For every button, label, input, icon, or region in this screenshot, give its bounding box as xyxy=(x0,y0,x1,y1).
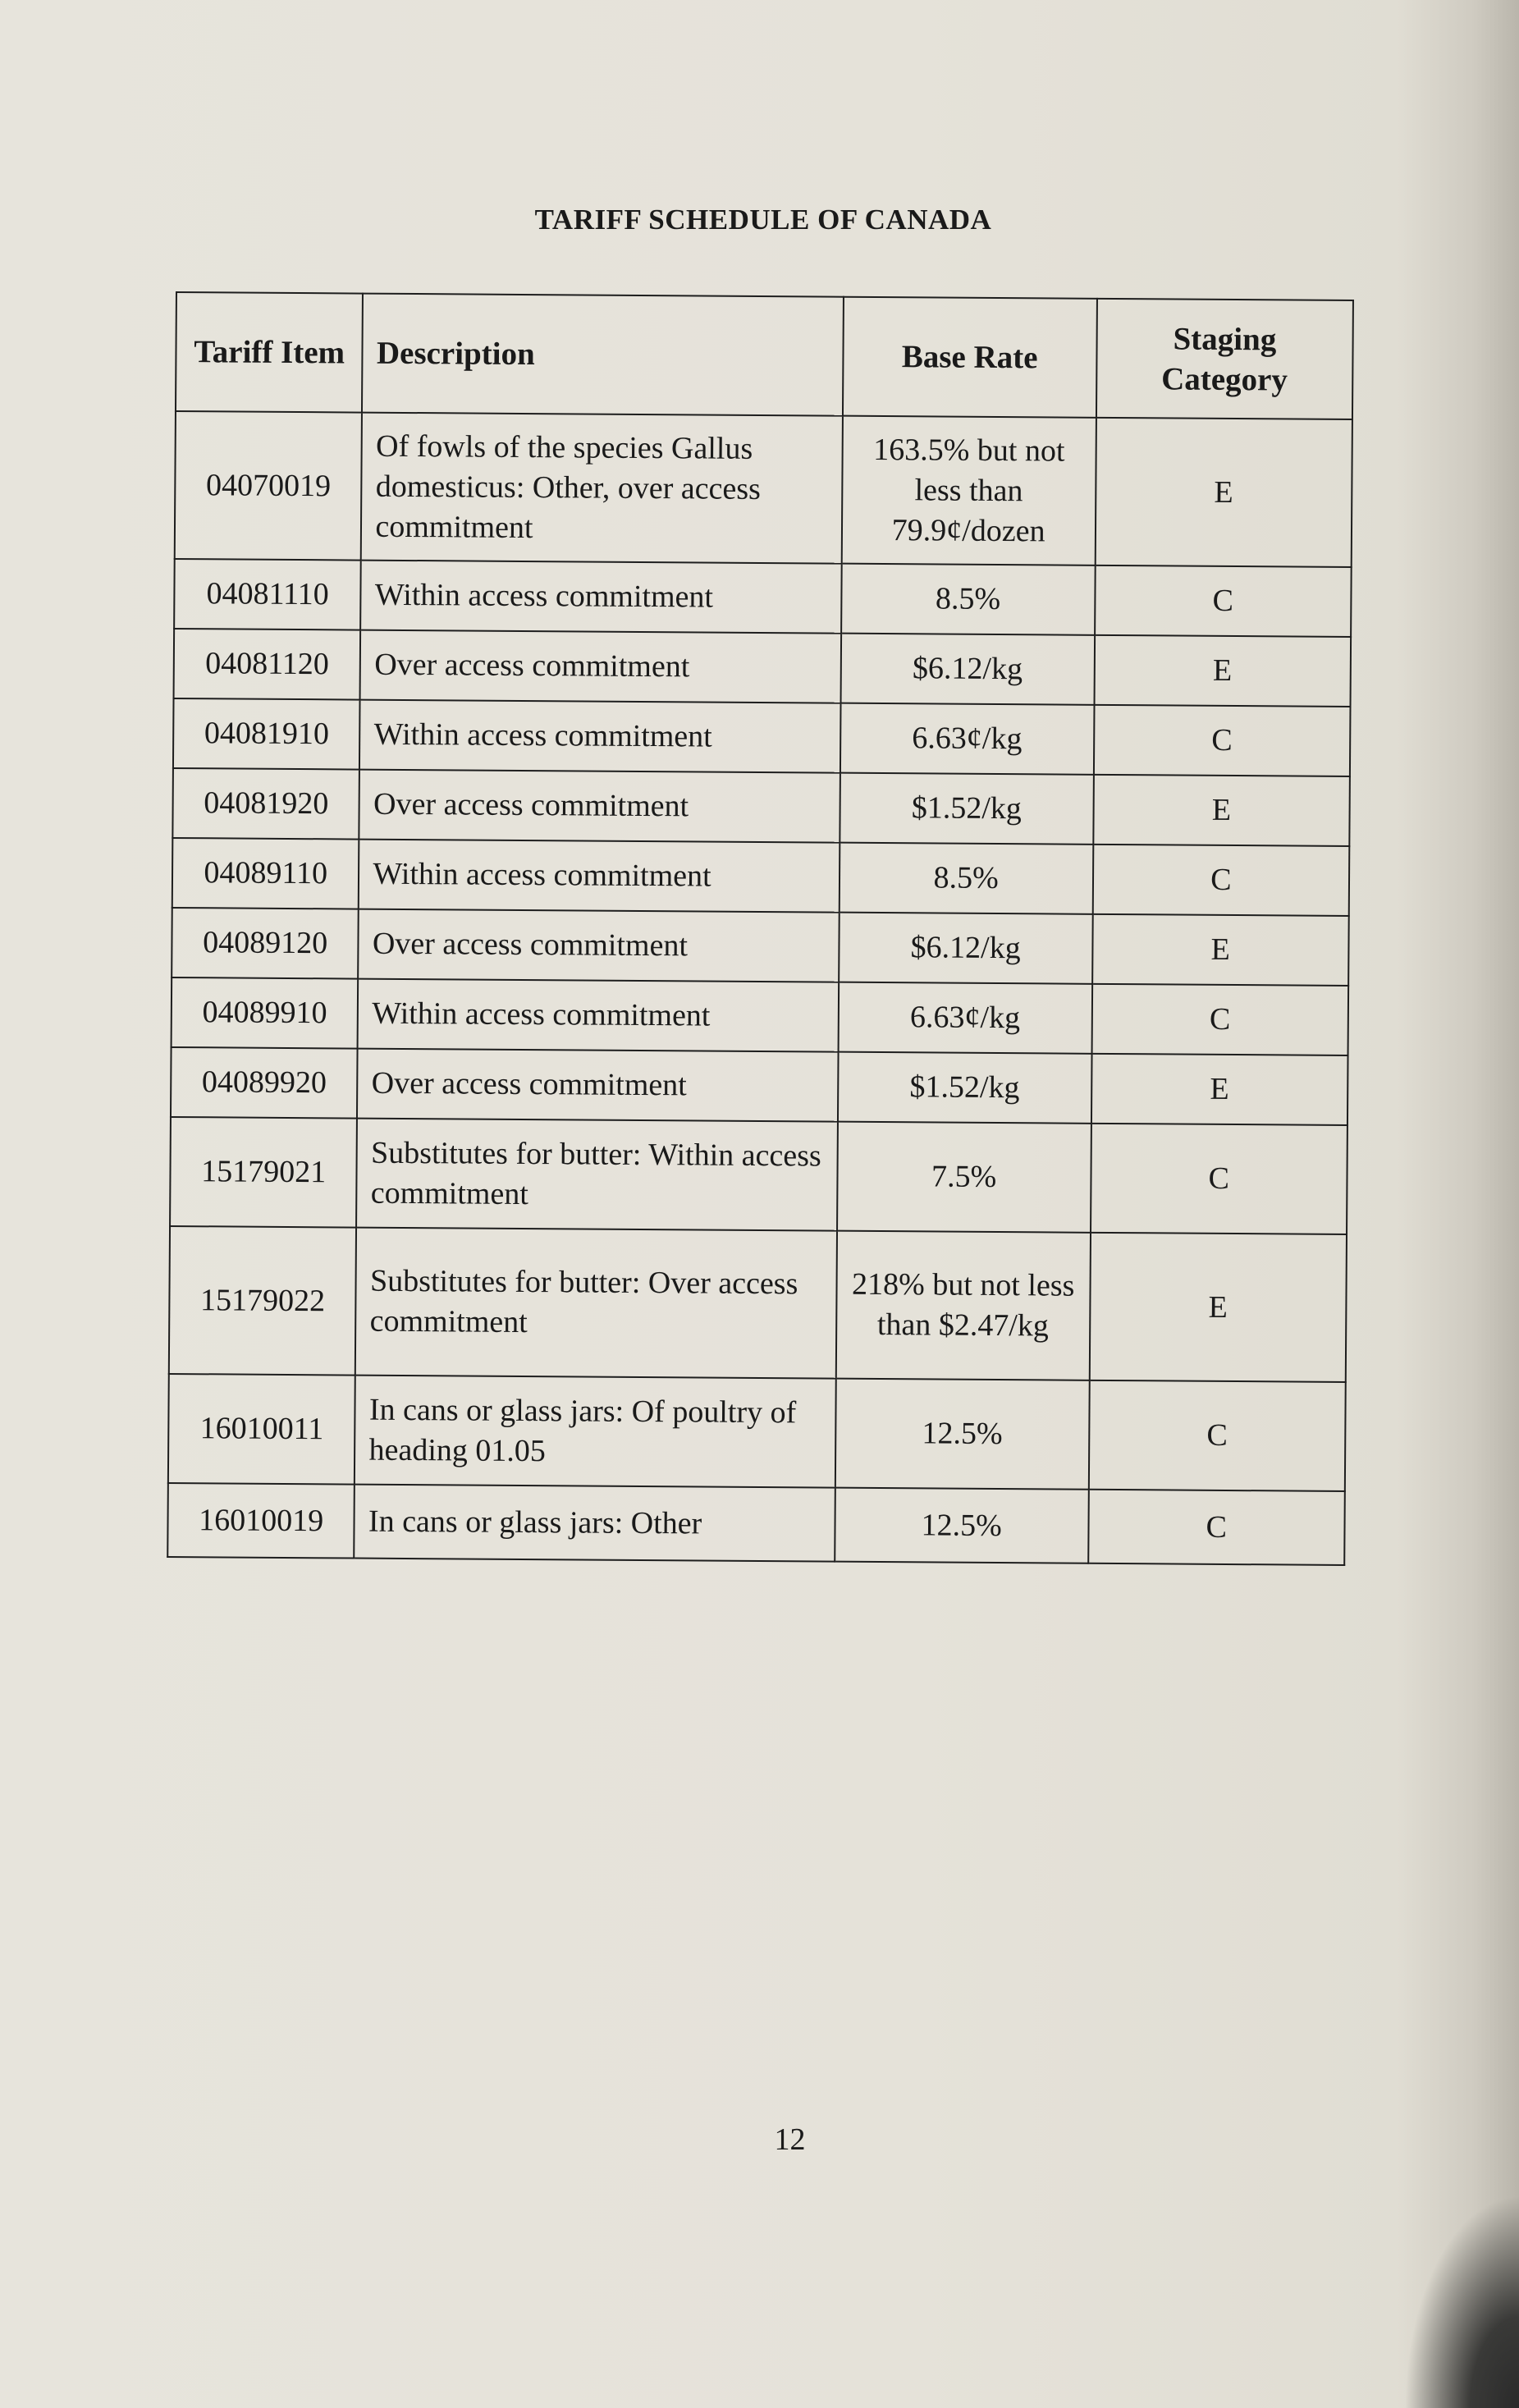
base-rate-cell: 6.63¢/kg xyxy=(840,703,1094,775)
staging-category-cell: C xyxy=(1092,845,1349,916)
header-tariff-item: Tariff Item xyxy=(176,292,363,413)
tariff-table xyxy=(167,291,1354,1566)
staging-category-cell: E xyxy=(1092,914,1349,986)
table-row xyxy=(172,768,1350,846)
table-row xyxy=(167,1483,1345,1565)
description-cell: Of fowls of the species Gallus domesticus: Other, over access commitment xyxy=(361,413,843,564)
page-title: TARIFF SCHEDULE OF CANADA xyxy=(534,204,992,236)
base-rate-cell: 218% but not less than $2.47/kg xyxy=(836,1231,1091,1380)
table-row xyxy=(172,908,1349,986)
table-row xyxy=(173,698,1351,776)
header-staging-category: Staging Category xyxy=(1096,299,1353,419)
staging-category-cell: E xyxy=(1089,1233,1347,1382)
tariff-item-cell: 04081120 xyxy=(174,629,361,700)
base-rate-cell: $6.12/kg xyxy=(839,913,1092,984)
base-rate-cell: $1.52/kg xyxy=(838,1052,1091,1124)
table-row xyxy=(174,629,1352,707)
page-number: 12 xyxy=(774,2122,806,2157)
tariff-item-cell: 04089110 xyxy=(172,838,359,909)
table-row xyxy=(168,1374,1346,1491)
table-row xyxy=(171,1047,1348,1125)
description-cell: Substitutes for butter: Within access commitment xyxy=(356,1119,837,1231)
table-row xyxy=(172,838,1350,916)
staging-category-cell: E xyxy=(1095,418,1352,567)
description-cell: Within access commitment xyxy=(358,979,839,1052)
staging-category-cell: C xyxy=(1091,1124,1347,1234)
staging-category-cell: E xyxy=(1094,635,1351,707)
base-rate-cell: 12.5% xyxy=(835,1488,1088,1563)
base-rate-cell: $6.12/kg xyxy=(840,634,1094,705)
staging-category-cell: E xyxy=(1093,775,1350,846)
tariff-item-cell: 04081920 xyxy=(172,768,359,840)
tariff-item-cell: 04070019 xyxy=(175,411,363,561)
page-edge-shadow xyxy=(1404,2195,1519,2408)
header-base-rate: Base Rate xyxy=(843,297,1097,418)
tariff-item-cell: 04089910 xyxy=(172,977,359,1049)
description-cell: Over access commitment xyxy=(360,630,841,703)
base-rate-cell: 8.5% xyxy=(841,564,1095,635)
base-rate-cell: 6.63¢/kg xyxy=(838,982,1091,1054)
description-cell: Over access commitment xyxy=(359,909,840,982)
table-row xyxy=(174,559,1352,637)
staging-category-cell: C xyxy=(1094,705,1351,776)
description-cell: Over access commitment xyxy=(357,1049,838,1122)
description-cell: Within access commitment xyxy=(359,840,840,913)
description-cell: Within access commitment xyxy=(359,700,840,773)
description-cell: In cans or glass jars: Of poultry of heading 01.05 xyxy=(355,1376,835,1488)
tariff-item-cell: 15179021 xyxy=(170,1117,357,1228)
tariff-item-cell: 15179022 xyxy=(169,1226,357,1376)
table-row xyxy=(175,411,1352,567)
base-rate-cell: 163.5% but not less than 79.9¢/dozen xyxy=(841,416,1096,565)
staging-category-cell: E xyxy=(1091,1054,1348,1125)
description-cell: Within access commitment xyxy=(361,561,842,634)
staging-category-cell: C xyxy=(1088,1490,1345,1565)
header-description: Description xyxy=(362,294,843,416)
base-rate-cell: 8.5% xyxy=(840,843,1093,914)
table-row xyxy=(170,1117,1347,1234)
tariff-item-cell: 04089920 xyxy=(171,1047,358,1119)
staging-category-cell: C xyxy=(1091,984,1348,1055)
tariff-item-cell: 04081910 xyxy=(173,698,360,770)
base-rate-cell: $1.52/kg xyxy=(840,773,1093,845)
base-rate-cell: 12.5% xyxy=(835,1379,1090,1490)
description-cell: Substitutes for butter: Over access commitment xyxy=(355,1228,837,1379)
table-row xyxy=(172,977,1349,1055)
description-cell: Over access commitment xyxy=(359,770,840,843)
tariff-item-cell: 16010019 xyxy=(167,1483,355,1559)
table-header-row xyxy=(176,292,1353,419)
tariff-item-cell: 04089120 xyxy=(172,908,359,979)
staging-category-cell: C xyxy=(1095,565,1352,637)
table-row xyxy=(169,1226,1347,1382)
tariff-item-cell: 04081110 xyxy=(174,559,361,630)
tariff-item-cell: 16010011 xyxy=(168,1374,355,1485)
description-cell: In cans or glass jars: Other xyxy=(355,1485,835,1562)
staging-category-cell: C xyxy=(1088,1380,1345,1491)
base-rate-cell: 7.5% xyxy=(837,1122,1091,1233)
